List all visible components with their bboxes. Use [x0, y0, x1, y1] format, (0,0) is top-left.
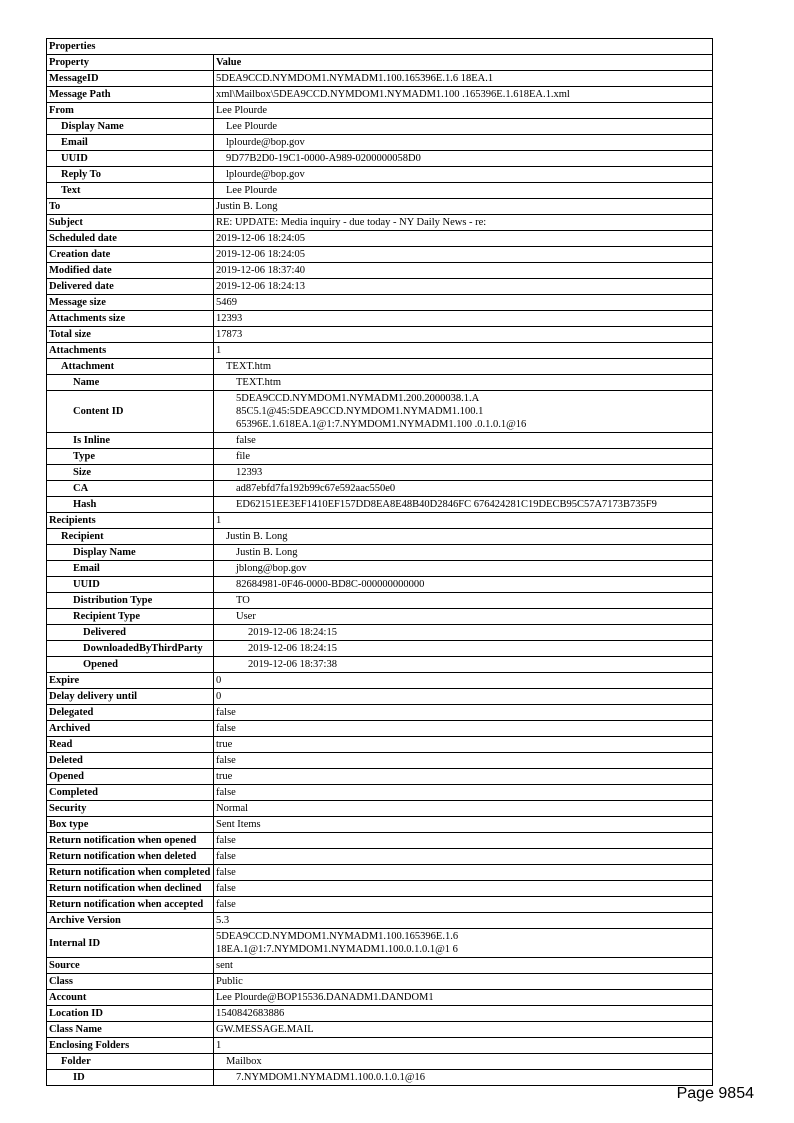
- table-row: [47, 311, 713, 327]
- property-value: ED62151EE3EF1410EF157DD8EA8E48B40D2846FC 676424281C19DECB95C57A7173B735F9: [214, 497, 713, 513]
- property-value: Mailbox: [214, 1054, 713, 1070]
- property-name: Message Path: [47, 87, 214, 103]
- property-value: 12393: [214, 311, 713, 327]
- property-name: Type: [47, 449, 214, 465]
- table-row: [47, 327, 713, 343]
- table-row: [47, 375, 713, 391]
- property-value: Lee Plourde: [214, 119, 713, 135]
- header-row: [47, 55, 713, 71]
- table-row: [47, 849, 713, 865]
- table-row: [47, 433, 713, 449]
- property-name: Archived: [47, 721, 214, 737]
- property-value: 2019-12-06 18:24:13: [214, 279, 713, 295]
- table-row: [47, 465, 713, 481]
- property-value: false: [214, 865, 713, 881]
- table-row: [47, 897, 713, 913]
- property-name: Recipient: [47, 529, 214, 545]
- table-row: [47, 497, 713, 513]
- property-value: 82684981-0F46-0000-BD8C-000000000000: [214, 577, 713, 593]
- table-row: [47, 609, 713, 625]
- property-value: true: [214, 769, 713, 785]
- table-row: [47, 215, 713, 231]
- property-value: false: [214, 897, 713, 913]
- table-row: [47, 119, 713, 135]
- property-name: To: [47, 199, 214, 215]
- table-row: [47, 561, 713, 577]
- table-row: [47, 593, 713, 609]
- table-row: [47, 183, 713, 199]
- table-row: [47, 990, 713, 1006]
- property-name: Opened: [47, 657, 214, 673]
- property-name: Expire: [47, 673, 214, 689]
- properties-table: [46, 38, 713, 1086]
- property-value: false: [214, 433, 713, 449]
- table-row: [47, 929, 713, 958]
- table-row: [47, 513, 713, 529]
- property-value: 0: [214, 673, 713, 689]
- property-name: Return notification when declined: [47, 881, 214, 897]
- property-value: 7.NYMDOM1.NYMADM1.100.0.1.0.1@16: [214, 1070, 713, 1086]
- table-row: [47, 958, 713, 974]
- table-title: Properties: [47, 39, 713, 55]
- property-name: Reply To: [47, 167, 214, 183]
- property-name: Message size: [47, 295, 214, 311]
- property-value: 5DEA9CCD.NYMDOM1.NYMADM1.200.2000038.1.A 85C5.1@45:5DEA9CCD.NYMDOM1.NYMADM1.100.1 65396E.1.618EA.1@1:7.NYMDOM1.NYMADM1.100 .0.1.0.1@16: [214, 391, 713, 433]
- table-row: [47, 1054, 713, 1070]
- table-row: [47, 833, 713, 849]
- table-row: [47, 865, 713, 881]
- table-row: [47, 913, 713, 929]
- property-value: 5.3: [214, 913, 713, 929]
- table-row: [47, 151, 713, 167]
- table-row: [47, 391, 713, 433]
- property-value: jblong@bop.gov: [214, 561, 713, 577]
- property-value: 1540842683886: [214, 1006, 713, 1022]
- property-value: 17873: [214, 327, 713, 343]
- property-name: Read: [47, 737, 214, 753]
- property-name: Email: [47, 561, 214, 577]
- property-name: Archive Version: [47, 913, 214, 929]
- property-value: 9D77B2D0-19C1-0000-A989-0200000058D0: [214, 151, 713, 167]
- property-value: Lee Plourde: [214, 183, 713, 199]
- table-row: [47, 343, 713, 359]
- property-name: Return notification when deleted: [47, 849, 214, 865]
- table-row: [47, 625, 713, 641]
- table-title-row: [47, 39, 713, 55]
- table-row: [47, 737, 713, 753]
- property-value: 2019-12-06 18:37:38: [214, 657, 713, 673]
- table-row: [47, 279, 713, 295]
- table-row: [47, 359, 713, 375]
- table-row: [47, 753, 713, 769]
- property-value: 5DEA9CCD.NYMDOM1.NYMADM1.100.165396E.1.6 18EA.1@1:7.NYMDOM1.NYMADM1.100.0.1.0.1@1 6: [214, 929, 713, 958]
- table-row: [47, 657, 713, 673]
- property-value: 2019-12-06 18:24:05: [214, 247, 713, 263]
- property-value: false: [214, 705, 713, 721]
- property-value: true: [214, 737, 713, 753]
- property-name: Email: [47, 135, 214, 151]
- table-row: [47, 673, 713, 689]
- property-value: GW.MESSAGE.MAIL: [214, 1022, 713, 1038]
- property-name: UUID: [47, 577, 214, 593]
- property-name: Display Name: [47, 545, 214, 561]
- property-value: lplourde@bop.gov: [214, 135, 713, 151]
- property-name: Source: [47, 958, 214, 974]
- property-name: ID: [47, 1070, 214, 1086]
- property-name: Recipients: [47, 513, 214, 529]
- table-row: [47, 785, 713, 801]
- property-value: 1: [214, 343, 713, 359]
- property-name: Completed: [47, 785, 214, 801]
- property-value: false: [214, 785, 713, 801]
- table-row: [47, 167, 713, 183]
- property-value: 0: [214, 689, 713, 705]
- property-value: 5469: [214, 295, 713, 311]
- table-row: [47, 974, 713, 990]
- property-value: false: [214, 849, 713, 865]
- property-value: 2019-12-06 18:24:05: [214, 231, 713, 247]
- property-name: Content ID: [47, 391, 214, 433]
- property-value: TEXT.htm: [214, 375, 713, 391]
- property-value: RE: UPDATE: Media inquiry - due today - NY Daily News - re:: [214, 215, 713, 231]
- property-value: TO: [214, 593, 713, 609]
- table-row: [47, 71, 713, 87]
- table-row: [47, 769, 713, 785]
- property-name: Location ID: [47, 1006, 214, 1022]
- property-name: Account: [47, 990, 214, 1006]
- property-value: false: [214, 753, 713, 769]
- column-header-property: Property: [47, 55, 214, 71]
- property-name: DownloadedByThirdParty: [47, 641, 214, 657]
- table-row: [47, 247, 713, 263]
- property-name: Box type: [47, 817, 214, 833]
- table-row: [47, 1070, 713, 1086]
- property-name: Folder: [47, 1054, 214, 1070]
- property-name: Subject: [47, 215, 214, 231]
- property-name: Internal ID: [47, 929, 214, 958]
- column-header-value: Value: [214, 55, 713, 71]
- property-value: Justin B. Long: [214, 529, 713, 545]
- property-name: Size: [47, 465, 214, 481]
- property-name: From: [47, 103, 214, 119]
- property-value: file: [214, 449, 713, 465]
- property-name: Is Inline: [47, 433, 214, 449]
- table-row: [47, 87, 713, 103]
- table-row: [47, 529, 713, 545]
- table-row: [47, 641, 713, 657]
- property-value: 2019-12-06 18:24:15: [214, 625, 713, 641]
- property-name: Scheduled date: [47, 231, 214, 247]
- table-row: [47, 705, 713, 721]
- property-name: Return notification when completed: [47, 865, 214, 881]
- property-name: Recipient Type: [47, 609, 214, 625]
- table-row: [47, 801, 713, 817]
- property-name: MessageID: [47, 71, 214, 87]
- property-value: 2019-12-06 18:37:40: [214, 263, 713, 279]
- property-value: Lee Plourde@BOP15536.DANADM1.DANDOM1: [214, 990, 713, 1006]
- table-row: [47, 135, 713, 151]
- property-name: Attachments size: [47, 311, 214, 327]
- property-value: 12393: [214, 465, 713, 481]
- table-row: [47, 1006, 713, 1022]
- property-name: Deleted: [47, 753, 214, 769]
- property-name: Delivered date: [47, 279, 214, 295]
- property-name: Modified date: [47, 263, 214, 279]
- property-value: Justin B. Long: [214, 199, 713, 215]
- table-row: [47, 263, 713, 279]
- property-name: Attachment: [47, 359, 214, 375]
- property-value: 1: [214, 513, 713, 529]
- table-row: [47, 481, 713, 497]
- table-row: [47, 577, 713, 593]
- property-value: Justin B. Long: [214, 545, 713, 561]
- property-value: Normal: [214, 801, 713, 817]
- property-value: Public: [214, 974, 713, 990]
- property-name: CA: [47, 481, 214, 497]
- property-name: Attachments: [47, 343, 214, 359]
- property-name: Display Name: [47, 119, 214, 135]
- property-name: Return notification when accepted: [47, 897, 214, 913]
- table-row: [47, 103, 713, 119]
- property-value: lplourde@bop.gov: [214, 167, 713, 183]
- property-value: ad87ebfd7fa192b99c67e592aac550e0: [214, 481, 713, 497]
- property-name: Name: [47, 375, 214, 391]
- table-row: [47, 721, 713, 737]
- property-name: Enclosing Folders: [47, 1038, 214, 1054]
- property-value: xml\Mailbox\5DEA9CCD.NYMDOM1.NYMADM1.100 .165396E.1.618EA.1.xml: [214, 87, 713, 103]
- table-row: [47, 545, 713, 561]
- property-value: Lee Plourde: [214, 103, 713, 119]
- property-name: Delegated: [47, 705, 214, 721]
- property-value: false: [214, 833, 713, 849]
- property-value: 1: [214, 1038, 713, 1054]
- property-name: Opened: [47, 769, 214, 785]
- table-row: [47, 689, 713, 705]
- property-name: Class Name: [47, 1022, 214, 1038]
- table-row: [47, 1022, 713, 1038]
- property-value: 2019-12-06 18:24:15: [214, 641, 713, 657]
- property-name: Creation date: [47, 247, 214, 263]
- table-row: [47, 199, 713, 215]
- table-row: [47, 449, 713, 465]
- property-name: Delay delivery until: [47, 689, 214, 705]
- property-name: Hash: [47, 497, 214, 513]
- page-number: Page 9854: [676, 1085, 754, 1102]
- table-row: [47, 295, 713, 311]
- property-name: Return notification when opened: [47, 833, 214, 849]
- property-value: User: [214, 609, 713, 625]
- property-name: Total size: [47, 327, 214, 343]
- property-name: Distribution Type: [47, 593, 214, 609]
- property-value: false: [214, 881, 713, 897]
- property-value: false: [214, 721, 713, 737]
- table-row: [47, 817, 713, 833]
- table-row: [47, 1038, 713, 1054]
- property-name: Security: [47, 801, 214, 817]
- property-value: Sent Items: [214, 817, 713, 833]
- property-name: Delivered: [47, 625, 214, 641]
- property-value: 5DEA9CCD.NYMDOM1.NYMADM1.100.165396E.1.6 18EA.1: [214, 71, 713, 87]
- property-name: Class: [47, 974, 214, 990]
- table-row: [47, 231, 713, 247]
- property-value: TEXT.htm: [214, 359, 713, 375]
- property-name: Text: [47, 183, 214, 199]
- table-row: [47, 881, 713, 897]
- property-value: sent: [214, 958, 713, 974]
- property-name: UUID: [47, 151, 214, 167]
